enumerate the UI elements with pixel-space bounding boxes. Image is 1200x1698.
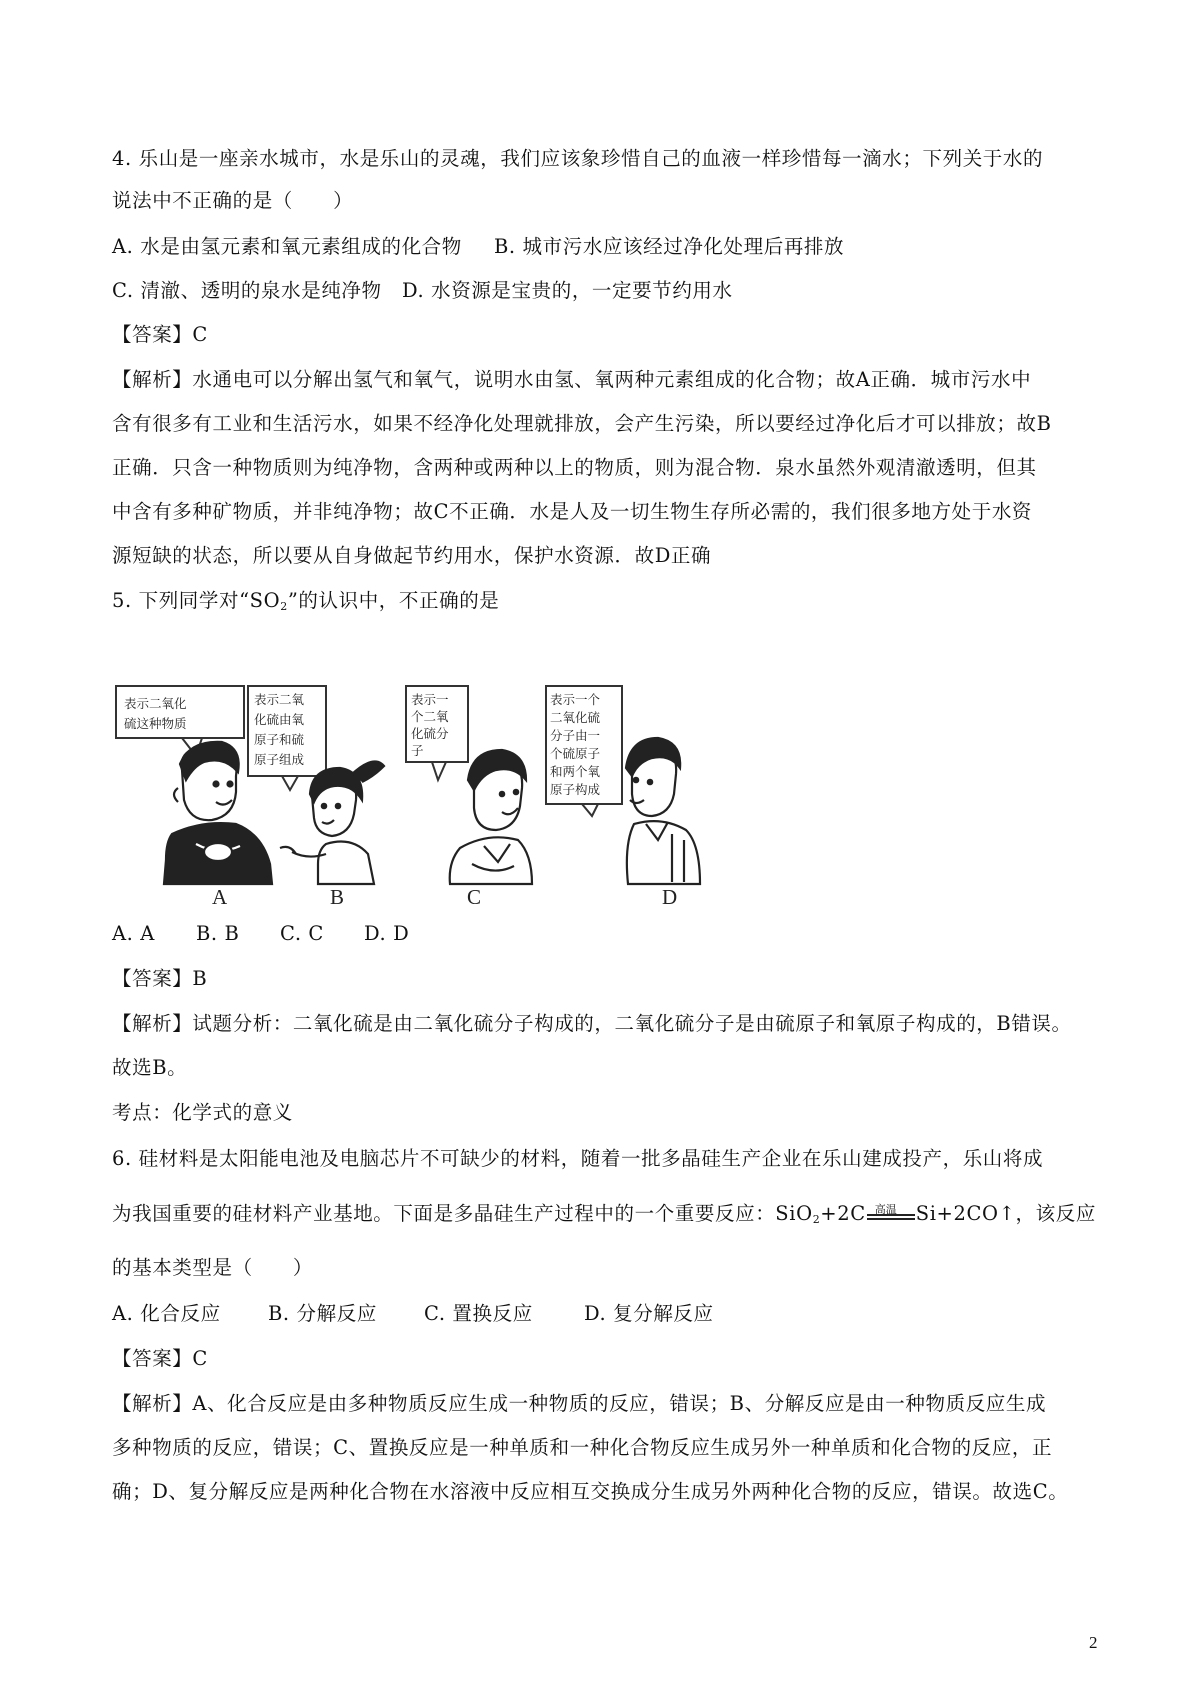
q6-stem-line1: 6. 硅材料是太阳能电池及电脑芯片不可缺少的材料，随着一批多晶硅生产企业在乐山建成投产，乐山将成: [112, 1147, 1044, 1170]
bubble-b-line2: 化硫由氧: [254, 712, 305, 727]
bubble-c-line2: 个二氧: [411, 709, 449, 724]
student-c-figure: [450, 750, 532, 884]
q6-analysis-line3: 确；D、复分解反应是两种化合物在水溶液中反应相互交换成分生成另外两种化合物的反应，错误。故选C。: [112, 1480, 1069, 1503]
q5-stem-subscript: 2: [280, 600, 288, 613]
q6-stem-line3: 的基本类型是（ ）: [112, 1256, 314, 1279]
bubble-b-line1: 表示二氧: [254, 692, 305, 707]
q5-analysis-line1: 【解析】试题分析：二氧化硫是由二氧化硫分子构成的，二氧化硫分子是由硫原子和氧原子构成的，B错误。: [112, 1012, 1072, 1035]
q4-analysis-line5: 源短缺的状态，所以要从自身做起节约用水，保护水资源．故D正确: [112, 544, 712, 567]
student-d-figure: [626, 738, 700, 884]
bubble-c-line4: 子: [411, 743, 424, 758]
figure-label-b: B: [330, 885, 345, 906]
q4-option-b: B. 城市污水应该经过净化处理后再排放: [494, 235, 845, 258]
q5-answer: 【答案】B: [112, 967, 208, 990]
q6-stem-mid: +2C: [820, 1202, 866, 1225]
bubble-b-line3: 原子和硫: [254, 732, 305, 747]
q5-option-a: A. A: [112, 922, 155, 945]
q6-stem-suffix: Si+2CO↑，该反应: [915, 1202, 1096, 1225]
q5-cartoon-figure: [112, 684, 822, 906]
q4-options-row2: [112, 277, 1102, 305]
q6-stem-prefix: 为我国重要的硅材料产业基地。下面是多晶硅生产过程中的一个重要反应：SiO: [112, 1202, 813, 1225]
q6-option-c: C. 置换反应: [424, 1302, 533, 1325]
q6-stem-subscript: 2: [812, 1213, 821, 1226]
q4-analysis-line2: 含有很多有工业和生活污水，如果不经净化处理就排放，会产生污染，所以要经过净化后才可以排放；故B: [112, 412, 1052, 435]
q5-option-c: C. C: [280, 922, 324, 945]
bubble-a-line2: 硫这种物质: [124, 716, 187, 731]
q5-kaodian: 考点：化学式的意义: [112, 1101, 293, 1124]
q5-option-b: B. B: [196, 922, 240, 945]
q4-analysis-line4: 中含有多种矿物质，并非纯净物；故C不正确．水是人及一切生物生存所必需的，我们很多地方处于水资: [112, 500, 1033, 523]
q4-stem-line2: 说法中不正确的是（ ）: [112, 189, 354, 212]
q5-analysis-line2: 故选B。: [112, 1056, 188, 1079]
q6-options: [112, 1300, 1102, 1328]
q4-option-a: A. 水是由氢元素和氧元素组成的化合物: [112, 235, 462, 258]
figure-label-d: D: [662, 885, 678, 906]
q6-option-a: A. 化合反应: [112, 1302, 221, 1325]
bubble-d-line6: 原子构成: [550, 782, 601, 797]
bubble-d-line1: 表示一个: [550, 692, 601, 707]
bubble-d-line5: 和两个氧: [550, 764, 601, 779]
q6-option-d: D. 复分解反应: [584, 1302, 714, 1325]
q4-options-row1: [112, 233, 1102, 261]
page-number: 2: [1089, 1633, 1098, 1652]
q4-analysis-line1: 【解析】水通电可以分解出氢气和氧气，说明水由氢、氧两种元素组成的化合物；故A正确．城市污水中: [112, 368, 1032, 391]
q4-answer: 【答案】C: [112, 323, 208, 346]
bubble-c-line3: 化硫分: [411, 726, 449, 741]
q6-answer: 【答案】C: [112, 1347, 208, 1370]
students-cartoon: [112, 684, 822, 906]
bubble-d-line4: 个硫原子: [550, 746, 601, 761]
q4-option-c: C. 清澈、透明的泉水是纯净物: [112, 279, 382, 302]
q4-option-d: D. 水资源是宝贵的，一定要节约用水: [402, 279, 733, 302]
q5-stem-suffix: ”的认识中，不正确的是: [287, 589, 500, 612]
bubble-d-line3: 分子由一: [550, 728, 601, 743]
reaction-condition-arrow: [867, 1204, 915, 1224]
q6-analysis-line2: 多种物质的反应，错误；C、置换反应是一种单质和一种化合物反应生成另外一种单质和化合物的反应，正: [112, 1436, 1053, 1459]
bubble-d-line2: 二氧化硫: [550, 710, 601, 725]
reaction-condition-text: 高温: [874, 1203, 897, 1216]
q4-stem-line1: 4. 乐山是一座亲水城市，水是乐山的灵魂，我们应该象珍惜自己的血液一样珍惜每一滴水；下列关于水的: [112, 147, 1044, 170]
q6-option-b: B. 分解反应: [268, 1302, 377, 1325]
bubble-b-line4: 原子组成: [254, 752, 305, 767]
bubble-c-line1: 表示一: [411, 692, 449, 707]
figure-label-a: A: [212, 885, 228, 906]
q6-analysis-line1: 【解析】A、化合反应是由多种物质反应生成一种物质的反应，错误；B、分解反应是由一种物质反应生成: [112, 1392, 1047, 1415]
q5-options: [112, 920, 1102, 948]
figure-label-c: C: [467, 885, 482, 906]
q6-stem-line2: [112, 1200, 1102, 1234]
bubble-a-line1: 表示二氧化: [124, 696, 187, 711]
q4-analysis-line3: 正确．只含一种物质则为纯净物，含两种或两种以上的物质，则为混合物．泉水虽然外观清澈透明，但其: [112, 456, 1037, 479]
q5-option-d: D. D: [364, 922, 410, 945]
q5-stem: [112, 587, 1102, 621]
q5-stem-prefix: 5. 下列同学对“SO: [112, 589, 281, 612]
